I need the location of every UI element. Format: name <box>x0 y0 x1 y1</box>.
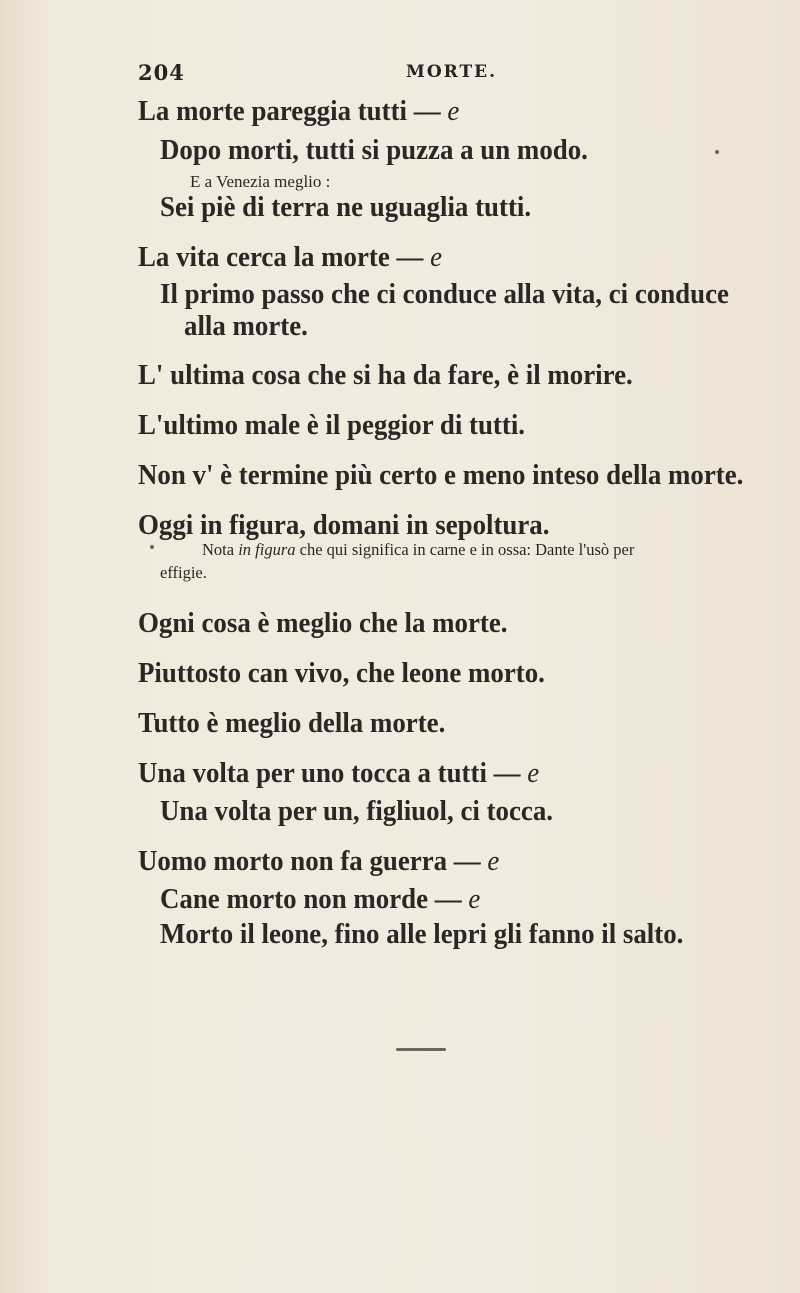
running-title: MORTE. <box>406 62 497 82</box>
proverb-line: Piuttosto can vivo, che leone morto. <box>138 658 545 689</box>
proverb-line: Una volta per un, figliuol, ci tocca. <box>160 796 553 827</box>
dialect-note: E a Venezia meglio : <box>190 172 331 191</box>
proverb-line: Oggi in figura, domani in sepoltura. <box>138 510 550 541</box>
proverb-line: alla morte. <box>184 311 308 342</box>
proverb-line: L' ultima cosa che si ha da fare, è il morire. <box>138 360 633 391</box>
footnote-line: Nota in figura che qui significa in carne e in ossa: Dante l'usò per <box>202 540 635 559</box>
proverb-line: Uomo morto non fa guerra — e <box>138 846 500 877</box>
proverb-line: Ogni cosa è meglio che la morte. <box>138 608 508 639</box>
proverb-line: Cane morto non morde — e <box>160 884 481 915</box>
proverb-line: L'ultimo male è il peggior di tutti. <box>138 410 526 441</box>
proverb-line: La morte pareggia tutti — e <box>138 96 460 127</box>
paper-speck <box>150 545 154 549</box>
proverb-line: Morto il leone, fino alle lepri gli fanno il salto. <box>160 919 684 950</box>
proverb-line: Sei piè di terra ne uguaglia tutti. <box>160 192 532 223</box>
proverb-line: Non v' è termine più certo e meno inteso della morte. <box>138 460 744 491</box>
proverb-line: Una volta per uno tocca a tutti — e <box>138 758 540 789</box>
proverb-line: Tutto è meglio della morte. <box>138 708 446 739</box>
proverb-line: Dopo morti, tutti si puzza a un modo. <box>160 135 588 166</box>
end-ornament <box>396 1048 446 1051</box>
proverb-line: La vita cerca la morte — e <box>138 242 443 273</box>
paper-speck <box>715 150 719 154</box>
proverb-line: Il primo passo che ci conduce alla vita, ci conduce <box>160 279 729 310</box>
page-number: 204 <box>138 60 185 85</box>
footnote-line: effigie. <box>160 563 207 582</box>
page-header <box>138 60 638 90</box>
